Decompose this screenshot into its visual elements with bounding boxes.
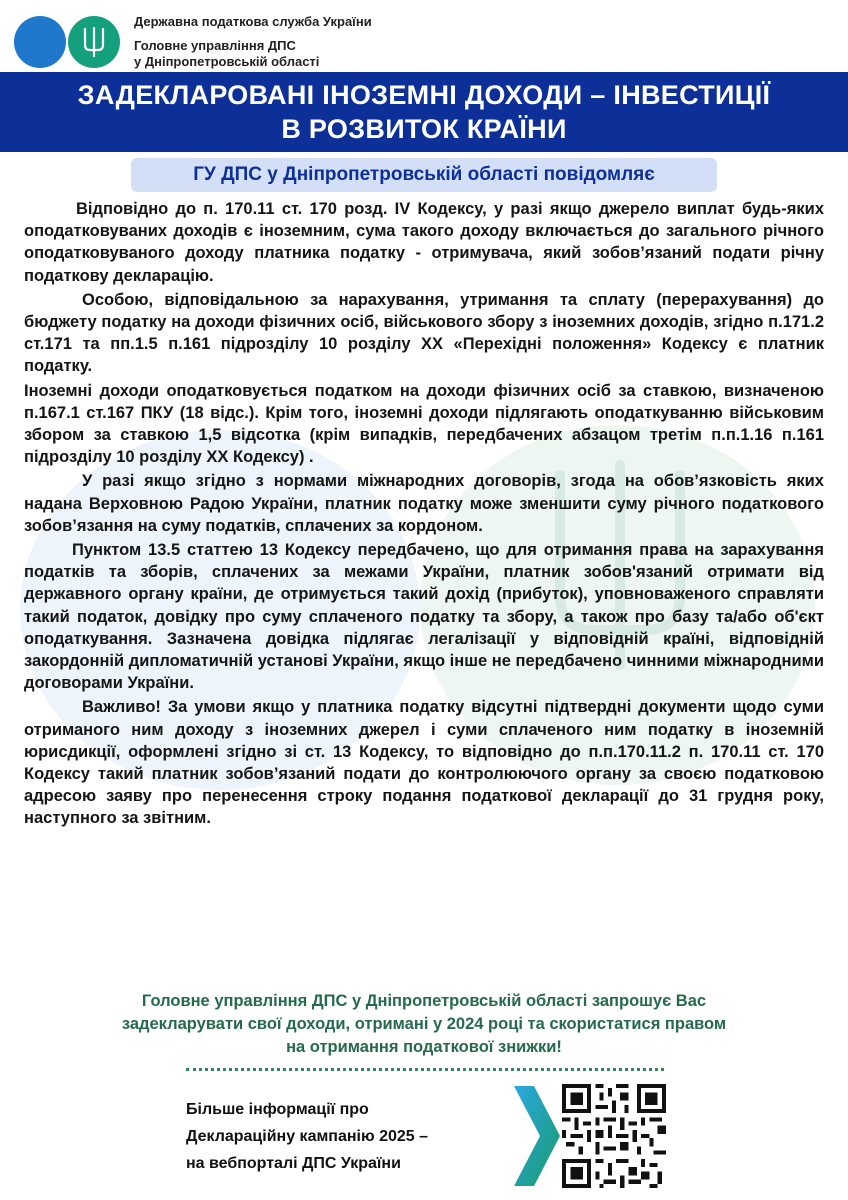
- circle-logo: [14, 16, 66, 68]
- header: [0, 0, 848, 72]
- more-info-line: Деклараційну кампанію 2025 –: [186, 1128, 429, 1145]
- department-region: у Дніпропетровській області: [134, 54, 320, 69]
- trident-icon: [82, 26, 106, 58]
- org-name: Державна податкова служба України: [134, 14, 372, 29]
- subtitle-box: [131, 158, 717, 192]
- more-info-line: Більше інформації про: [186, 1101, 369, 1118]
- title-line-2: В РОЗВИТОК КРАЇНИ: [281, 114, 567, 144]
- paragraph: У разі якщо згідно з нормами міжнародних договорів, згода на обов’язковість яких надана Верховною Радою України, платник податку може зменшити суму річного податкового зобов’язання на суму податків, сплачених за кордоном.: [24, 472, 824, 535]
- invitation-text: [30, 990, 818, 1059]
- dotted-divider: [186, 1068, 664, 1071]
- title-banner: [0, 72, 848, 152]
- invitation-line: Головне управління ДПС у Дніпропетровській області запрошує Вас: [141, 992, 707, 1010]
- paragraph: Особою, відповідальною за нарахування, утримання та сплату (перерахування) до бюджету податку на доходи фізичних осіб, військового збору з іноземних доходів, згідно п.171.2 ст.171 та пп.1.5 п.161 підрозділу 10 розділу XX «Перехідні положення» Кодексу є платник податку.: [24, 290, 824, 376]
- qr-code[interactable]: [562, 1084, 666, 1188]
- invitation-line: задекларувати свої доходи, отримані у 2024 році та скористатися правом: [121, 1015, 727, 1033]
- subtitle: ГУ ДПС у Дніпропетровській області повідомляє: [193, 164, 655, 185]
- paragraph: Пунктом 13.5 статтею 13 Кодексу передбачено, що для отримання права на зарахування податків та зборів, сплачених за межами України, платник зобов'язаний отримати від державного органу країни, де отримується такий дохід (прибуток), уповноваженого справляти такий податок, довідку про суму сплаченого податку та збору, а також про базу та/або об'єкт оподаткування. Зазначена довідка підлягає легалізації у відповідній країні, відповідній закордонній дипломатичній установі України, якщо інше не передбачено чинними міжнародними договорами України.: [24, 541, 824, 693]
- paragraph: Іноземні доходи оподатковується податком на доходи фізичних осіб за ставкою, визначеною п.167.1 ст.167 ПКУ (18 відс.). Крім того, іноземні доходи підлягають оподаткуванню військовим збором за ставкою 1,5 відсотка (крім випадків, передбачених абзацом третім п.п.1.16 п.161 підрозділу 10 розділу XX Кодексу) .: [24, 381, 824, 467]
- title-line-1: ЗАДЕКЛАРОВАНІ ІНОЗЕМНІ ДОХОДИ – ІНВЕСТИЦІЇ: [77, 80, 771, 110]
- invitation-line: на отримання податкової знижки!: [286, 1038, 562, 1056]
- article-body: [24, 198, 824, 832]
- paragraph: Важливо! За умови якщо у платника податку відсутні підтвердні документи щодо суми отриманого ним доходу з іноземних джерел і суми сплаченого ним податку в іноземній юрисдикції, оформлені згідно зі ст. 13 Кодексу, то відповідно до п.п.170.11.2 п. 170.11 ст. 170 Кодексу такий платник зобов’язаний подати до контролюючого органу за своєю податковою адресою заяву про перенесення строку подання податкової декларації до 31 грудня року, наступного за звітним.: [24, 698, 824, 828]
- more-info-line: на вебпорталі ДПС України: [186, 1155, 401, 1172]
- paragraph: Відповідно до п. 170.11 ст. 170 розд. IV Кодексу, у разі якщо джерело виплат будь-яких оподатковуваних доходів є іноземним, сума такого доходу включається до загального річного оподатковуваного доходу платника податку - отримувача, який зобов’язаний подати річну податкову декларацію.: [24, 200, 824, 285]
- arrow-right-icon: [512, 1084, 562, 1188]
- department-name: Головне управління ДПС: [134, 38, 296, 53]
- more-info-text: [186, 1096, 428, 1177]
- trident-logo: [68, 16, 120, 68]
